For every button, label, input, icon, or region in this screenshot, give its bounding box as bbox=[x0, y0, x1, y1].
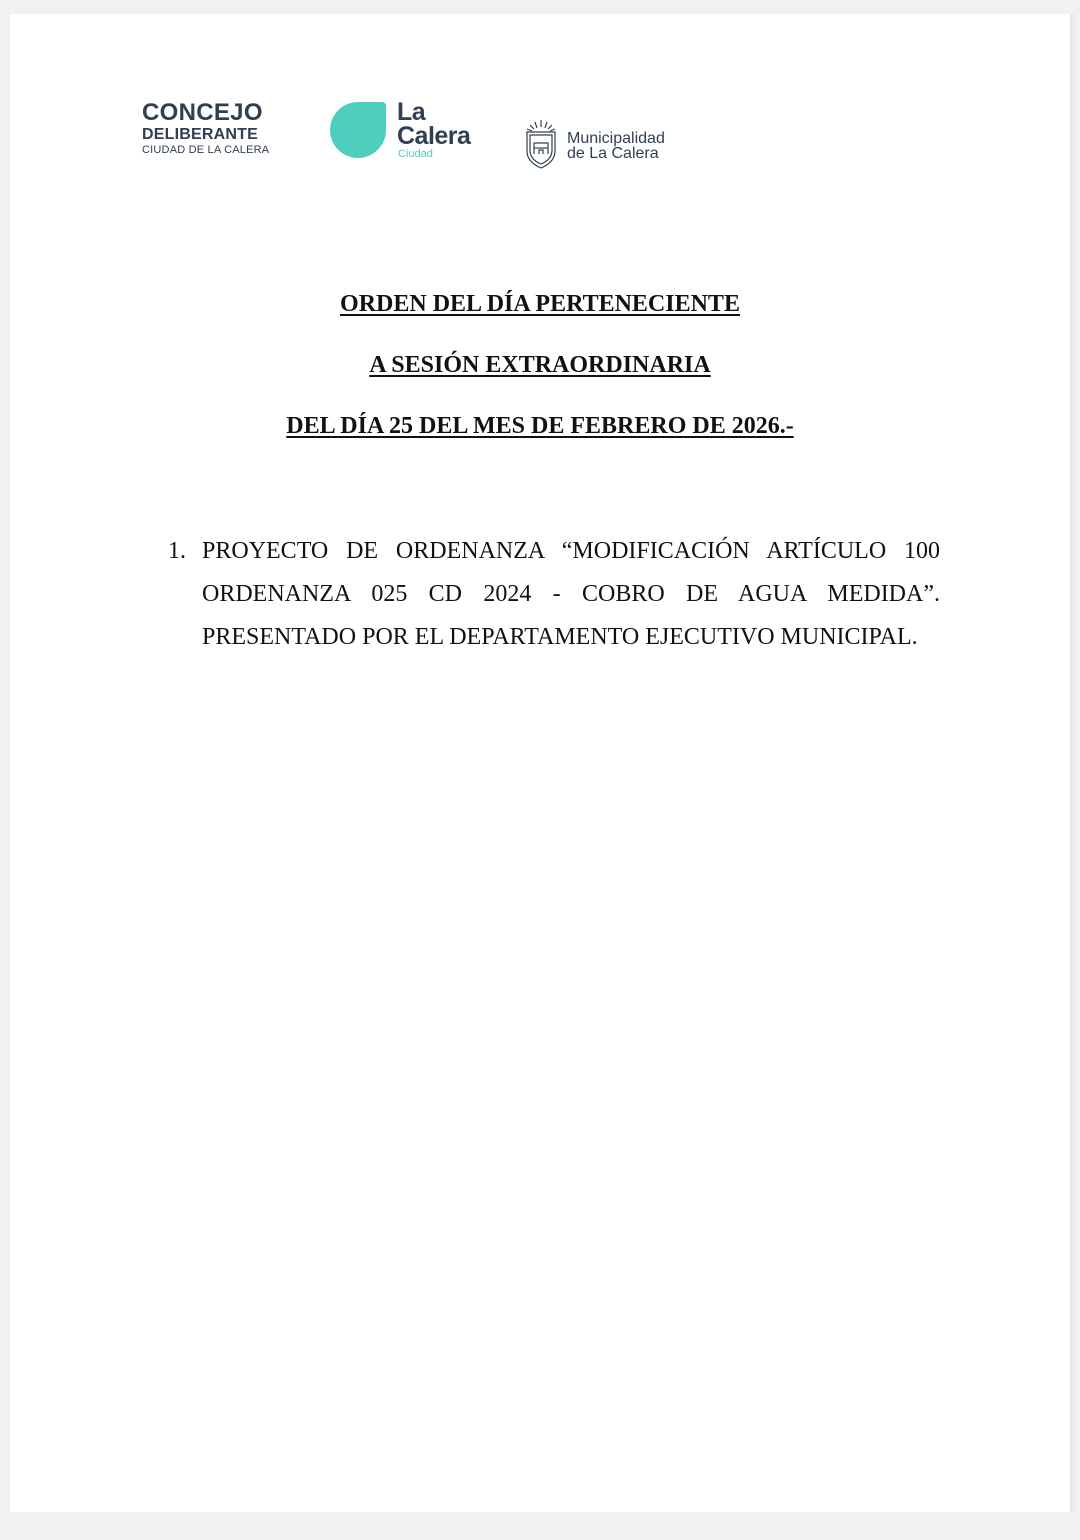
crest-icon bbox=[524, 118, 558, 172]
municipalidad-logo bbox=[515, 114, 695, 174]
municipalidad-logo-line1: Municipalidad bbox=[567, 130, 665, 147]
calera-logo-line1: La bbox=[397, 98, 426, 126]
municipalidad-logo-line2: de La Calera bbox=[567, 145, 659, 162]
calera-logo-line2: Calera bbox=[397, 122, 471, 150]
agenda-list-item bbox=[168, 530, 940, 659]
concejo-logo-line3: CIUDAD DE LA CALERA bbox=[142, 144, 270, 156]
agenda-item-number: 1. bbox=[168, 538, 186, 564]
document-page bbox=[10, 14, 1070, 1512]
concejo-logo-line2: DELIBERANTE bbox=[142, 126, 258, 143]
calera-logo-line3: Ciudad bbox=[398, 148, 433, 160]
document-title-line-1: ORDEN DEL DÍA PERTENECIENTE bbox=[340, 291, 740, 317]
document-title-line-3: DEL DÍA 25 DEL MES DE FEBRERO DE 2026.- bbox=[286, 413, 794, 439]
concejo-logo-line1: CONCEJO bbox=[142, 99, 263, 126]
document-title-line-2: A SESIÓN EXTRAORDINARIA bbox=[369, 352, 711, 378]
concejo-deliberante-logo bbox=[142, 100, 292, 157]
page-edge-shadow bbox=[1070, 14, 1080, 1512]
leaf-icon bbox=[330, 102, 386, 158]
agenda-item-text: PROYECTO DE ORDENANZA “MODIFICACIÓN ARTÍCULO 100 ORDENANZA 025 CD 2024 - COBRO DE AGUA MEDIDA”. PRESENTADO POR EL DEPARTAMENTO EJECUTIVO MUNICIPAL. bbox=[202, 538, 940, 650]
la-calera-ciudad-logo bbox=[330, 100, 490, 162]
